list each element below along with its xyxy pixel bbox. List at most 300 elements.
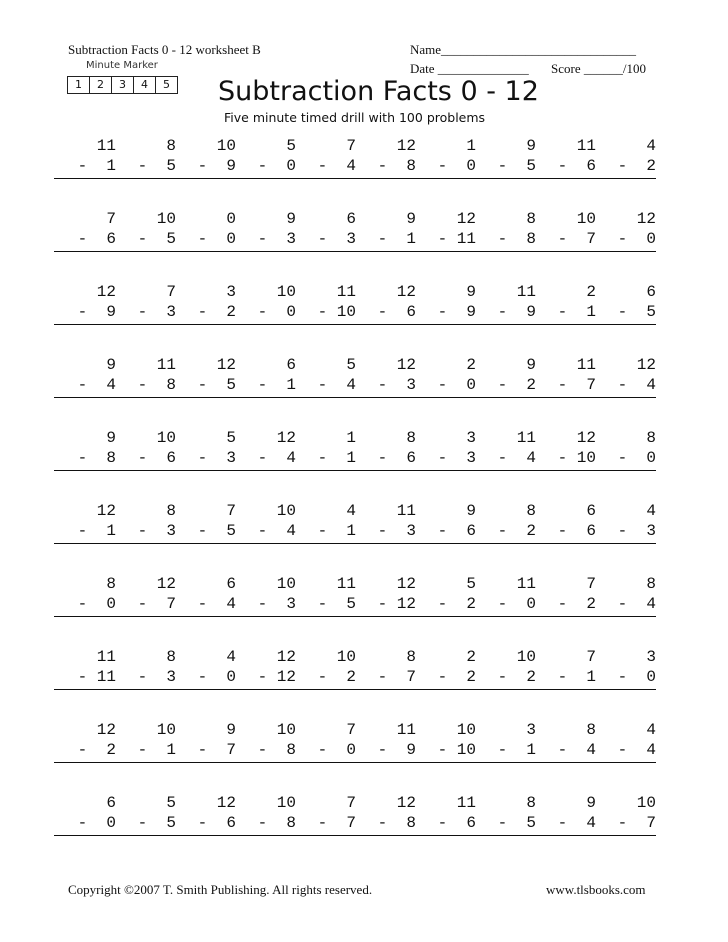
subtrahend: - 4 bbox=[534, 740, 596, 763]
minuend: 11 bbox=[336, 575, 356, 593]
minuend: 10 bbox=[276, 283, 296, 301]
minuend: 12 bbox=[216, 356, 236, 374]
subtrahend: - 8 bbox=[54, 448, 116, 471]
minuend: 7 bbox=[346, 137, 356, 155]
subtrahend: - 1 bbox=[534, 667, 596, 690]
subtrahend: - 1 bbox=[54, 156, 116, 179]
subtrahend: - 5 bbox=[474, 813, 536, 836]
subtraction-problem bbox=[174, 574, 236, 622]
subtraction-problem bbox=[54, 720, 116, 768]
minuend: 8 bbox=[526, 210, 536, 228]
subtraction-problem bbox=[354, 574, 416, 622]
minuend: 5 bbox=[286, 137, 296, 155]
minuend: 7 bbox=[106, 210, 116, 228]
subtrahend: - 4 bbox=[594, 594, 656, 617]
minuend: 8 bbox=[586, 721, 596, 739]
subtrahend: - 7 bbox=[174, 740, 236, 763]
subtraction-problem bbox=[534, 209, 596, 257]
subtraction-problem bbox=[294, 501, 356, 549]
minuend: 9 bbox=[286, 210, 296, 228]
subtrahend: - 0 bbox=[594, 667, 656, 690]
subtrahend: - 5 bbox=[294, 594, 356, 617]
subtrahend: - 4 bbox=[294, 156, 356, 179]
minuend: 12 bbox=[276, 429, 296, 447]
subtraction-problem bbox=[174, 355, 236, 403]
subtrahend: - 3 bbox=[414, 448, 476, 471]
subtrahend: - 4 bbox=[534, 813, 596, 836]
subtraction-problem bbox=[414, 574, 476, 622]
minuend: 7 bbox=[346, 794, 356, 812]
subtraction-problem bbox=[354, 355, 416, 403]
subtrahend: - 4 bbox=[234, 448, 296, 471]
subtrahend: - 3 bbox=[594, 521, 656, 544]
subtrahend: - 7 bbox=[114, 594, 176, 617]
minuend: 8 bbox=[106, 575, 116, 593]
subtraction-problem bbox=[354, 282, 416, 330]
subtraction-problem bbox=[414, 647, 476, 695]
minuend: 12 bbox=[636, 210, 656, 228]
subtrahend: - 5 bbox=[174, 375, 236, 398]
minuend: 11 bbox=[96, 137, 116, 155]
subtraction-problem bbox=[174, 793, 236, 841]
subtraction-problem bbox=[414, 501, 476, 549]
minuend: 6 bbox=[106, 794, 116, 812]
minuend: 5 bbox=[166, 794, 176, 812]
subtrahend: - 2 bbox=[534, 594, 596, 617]
minuend: 10 bbox=[276, 721, 296, 739]
minuend: 11 bbox=[516, 283, 536, 301]
subtraction-problem bbox=[354, 720, 416, 768]
minuend: 3 bbox=[526, 721, 536, 739]
subtrahend: - 9 bbox=[174, 156, 236, 179]
subtrahend: - 0 bbox=[234, 156, 296, 179]
subtrahend: - 8 bbox=[474, 229, 536, 252]
minuend: 10 bbox=[156, 210, 176, 228]
subtraction-problem bbox=[414, 428, 476, 476]
subtraction-problem bbox=[234, 647, 296, 695]
subtraction-problem bbox=[474, 647, 536, 695]
subtraction-problem bbox=[474, 793, 536, 841]
subtrahend: - 4 bbox=[474, 448, 536, 471]
minute-marker-cell[interactable]: 1 bbox=[68, 77, 90, 93]
minuend: 6 bbox=[226, 575, 236, 593]
subtraction-problem bbox=[594, 574, 656, 622]
subtrahend: - 4 bbox=[294, 375, 356, 398]
subtrahend: - 3 bbox=[114, 521, 176, 544]
subtrahend: - 3 bbox=[294, 229, 356, 252]
subtraction-problem bbox=[234, 501, 296, 549]
subtrahend: - 3 bbox=[234, 229, 296, 252]
minuend: 12 bbox=[396, 283, 416, 301]
subtraction-problem bbox=[174, 647, 236, 695]
subtrahend: - 10 bbox=[534, 448, 596, 471]
subtrahend: - 1 bbox=[234, 375, 296, 398]
subtrahend: - 9 bbox=[354, 740, 416, 763]
subtrahend: - 9 bbox=[54, 302, 116, 325]
subtrahend: - 9 bbox=[474, 302, 536, 325]
minuend: 4 bbox=[226, 648, 236, 666]
subtraction-problem bbox=[534, 428, 596, 476]
minuend: 8 bbox=[526, 794, 536, 812]
subtraction-problem bbox=[414, 720, 476, 768]
subtraction-problem bbox=[474, 282, 536, 330]
minuend: 10 bbox=[516, 648, 536, 666]
minuend: 8 bbox=[646, 429, 656, 447]
subtrahend: - 2 bbox=[174, 302, 236, 325]
minuend: 4 bbox=[346, 502, 356, 520]
subtraction-problem bbox=[474, 428, 536, 476]
subtrahend: - 3 bbox=[174, 448, 236, 471]
minuend: 6 bbox=[286, 356, 296, 374]
subtrahend: - 1 bbox=[294, 448, 356, 471]
subtrahend: - 0 bbox=[594, 448, 656, 471]
subtrahend: - 0 bbox=[474, 594, 536, 617]
subtrahend: - 0 bbox=[234, 302, 296, 325]
subtrahend: - 6 bbox=[414, 813, 476, 836]
subtrahend: - 0 bbox=[414, 375, 476, 398]
subtraction-problem bbox=[534, 720, 596, 768]
minuend: 2 bbox=[466, 356, 476, 374]
minuend: 10 bbox=[576, 210, 596, 228]
minuend: 1 bbox=[346, 429, 356, 447]
subtraction-problem bbox=[114, 428, 176, 476]
minuend: 12 bbox=[396, 356, 416, 374]
subtraction-problem bbox=[414, 136, 476, 184]
subtrahend: - 5 bbox=[174, 521, 236, 544]
subtrahend: - 5 bbox=[114, 156, 176, 179]
subtrahend: - 1 bbox=[474, 740, 536, 763]
subtrahend: - 7 bbox=[534, 229, 596, 252]
subtraction-problem bbox=[414, 209, 476, 257]
subtraction-problem bbox=[234, 574, 296, 622]
subtraction-problem bbox=[174, 209, 236, 257]
minuend: 10 bbox=[456, 721, 476, 739]
minuend: 8 bbox=[406, 648, 416, 666]
subtrahend: - 3 bbox=[234, 594, 296, 617]
subtraction-problem bbox=[234, 355, 296, 403]
subtrahend: - 7 bbox=[354, 667, 416, 690]
subtraction-problem bbox=[354, 793, 416, 841]
minute-marker-label: Minute Marker bbox=[86, 60, 158, 71]
subtraction-problem bbox=[114, 209, 176, 257]
subtraction-problem bbox=[114, 720, 176, 768]
subtrahend: - 0 bbox=[294, 740, 356, 763]
minuend: 11 bbox=[456, 794, 476, 812]
subtraction-problem bbox=[54, 574, 116, 622]
minuend: 12 bbox=[396, 137, 416, 155]
minuend: 4 bbox=[646, 721, 656, 739]
minuend: 11 bbox=[156, 356, 176, 374]
subtraction-problem bbox=[114, 574, 176, 622]
minuend: 11 bbox=[516, 575, 536, 593]
minuend: 5 bbox=[226, 429, 236, 447]
subtrahend: - 2 bbox=[294, 667, 356, 690]
minute-marker-cell[interactable]: 2 bbox=[90, 77, 112, 93]
subtraction-problem bbox=[594, 355, 656, 403]
subtrahend: - 11 bbox=[54, 667, 116, 690]
minuend: 10 bbox=[336, 648, 356, 666]
subtraction-problem bbox=[294, 720, 356, 768]
minuend: 12 bbox=[396, 575, 416, 593]
subtrahend: - 5 bbox=[114, 813, 176, 836]
subtraction-problem bbox=[114, 501, 176, 549]
subtraction-problem bbox=[294, 209, 356, 257]
minuend: 12 bbox=[96, 502, 116, 520]
subtraction-problem bbox=[294, 793, 356, 841]
subtrahend: - 6 bbox=[354, 302, 416, 325]
subtrahend: - 4 bbox=[174, 594, 236, 617]
subtrahend: - 11 bbox=[414, 229, 476, 252]
subtraction-problem bbox=[414, 282, 476, 330]
subtraction-problem bbox=[234, 720, 296, 768]
minuend: 7 bbox=[586, 648, 596, 666]
subtrahend: - 6 bbox=[414, 521, 476, 544]
subtraction-problem bbox=[354, 647, 416, 695]
subtraction-problem bbox=[234, 282, 296, 330]
subtraction-problem bbox=[174, 136, 236, 184]
subtraction-problem bbox=[54, 282, 116, 330]
minuend: 5 bbox=[466, 575, 476, 593]
minuend: 12 bbox=[576, 429, 596, 447]
minuend: 5 bbox=[346, 356, 356, 374]
minute-marker-cell[interactable]: 3 bbox=[112, 77, 134, 93]
subtraction-problem bbox=[54, 501, 116, 549]
subtraction-problem bbox=[534, 574, 596, 622]
subtraction-problem bbox=[534, 136, 596, 184]
minuend: 11 bbox=[396, 502, 416, 520]
subtraction-problem bbox=[594, 720, 656, 768]
subtraction-problem bbox=[354, 136, 416, 184]
minuend: 8 bbox=[166, 648, 176, 666]
minuend: 10 bbox=[636, 794, 656, 812]
minuend: 6 bbox=[646, 283, 656, 301]
minuend: 7 bbox=[166, 283, 176, 301]
minuend: 8 bbox=[166, 137, 176, 155]
minuend: 4 bbox=[646, 502, 656, 520]
subtrahend: - 2 bbox=[414, 667, 476, 690]
subtraction-problem bbox=[234, 428, 296, 476]
minuend: 12 bbox=[276, 648, 296, 666]
subtrahend: - 0 bbox=[54, 813, 116, 836]
page-title: Subtraction Facts 0 - 12 bbox=[218, 76, 539, 107]
subtraction-problem bbox=[294, 355, 356, 403]
minuend: 6 bbox=[346, 210, 356, 228]
subtraction-problem bbox=[594, 428, 656, 476]
subtrahend: - 7 bbox=[594, 813, 656, 836]
minuend: 10 bbox=[156, 721, 176, 739]
subtrahend: - 8 bbox=[234, 813, 296, 836]
minuend: 12 bbox=[456, 210, 476, 228]
minuend: 7 bbox=[226, 502, 236, 520]
minuend: 4 bbox=[646, 137, 656, 155]
subtrahend: - 10 bbox=[294, 302, 356, 325]
subtrahend: - 6 bbox=[174, 813, 236, 836]
subtraction-problem bbox=[174, 720, 236, 768]
subtraction-problem bbox=[414, 355, 476, 403]
subtrahend: - 2 bbox=[474, 521, 536, 544]
subtraction-problem bbox=[534, 355, 596, 403]
minuend: 12 bbox=[96, 721, 116, 739]
subtrahend: - 0 bbox=[54, 594, 116, 617]
minuend: 11 bbox=[336, 283, 356, 301]
score-field[interactable]: Score ______/100 bbox=[551, 61, 646, 76]
subtraction-problem bbox=[54, 136, 116, 184]
subtrahend: - 6 bbox=[114, 448, 176, 471]
minuend: 11 bbox=[516, 429, 536, 447]
minuend: 11 bbox=[576, 137, 596, 155]
subtraction-problem bbox=[474, 720, 536, 768]
minuend: 12 bbox=[396, 794, 416, 812]
subtraction-problem bbox=[114, 647, 176, 695]
subtraction-problem bbox=[594, 136, 656, 184]
minuend: 8 bbox=[406, 429, 416, 447]
minuend: 9 bbox=[466, 283, 476, 301]
subtraction-problem bbox=[174, 501, 236, 549]
minuend: 9 bbox=[526, 356, 536, 374]
subtraction-problem bbox=[54, 647, 116, 695]
subtraction-problem bbox=[54, 428, 116, 476]
minuend: 10 bbox=[216, 137, 236, 155]
minuend: 10 bbox=[276, 575, 296, 593]
subtraction-problem bbox=[474, 574, 536, 622]
subtrahend: - 2 bbox=[474, 667, 536, 690]
subtraction-problem bbox=[54, 209, 116, 257]
subtraction-problem bbox=[414, 793, 476, 841]
subtrahend: - 4 bbox=[54, 375, 116, 398]
subtraction-problem bbox=[294, 428, 356, 476]
subtrahend: - 5 bbox=[474, 156, 536, 179]
subtraction-problem bbox=[114, 355, 176, 403]
minuend: 3 bbox=[466, 429, 476, 447]
subtrahend: - 3 bbox=[114, 667, 176, 690]
subtraction-problem bbox=[474, 209, 536, 257]
subtrahend: - 1 bbox=[114, 740, 176, 763]
subtrahend: - 6 bbox=[534, 521, 596, 544]
minuend: 9 bbox=[526, 137, 536, 155]
minuend: 9 bbox=[466, 502, 476, 520]
subtrahend: - 10 bbox=[414, 740, 476, 763]
minuend: 10 bbox=[276, 794, 296, 812]
subtrahend: - 8 bbox=[234, 740, 296, 763]
minuend: 11 bbox=[576, 356, 596, 374]
subtraction-problem bbox=[234, 209, 296, 257]
subtrahend: - 4 bbox=[594, 375, 656, 398]
minuend: 9 bbox=[106, 356, 116, 374]
subtraction-problem bbox=[594, 647, 656, 695]
minuend: 11 bbox=[396, 721, 416, 739]
subtraction-problem bbox=[354, 209, 416, 257]
subtraction-problem bbox=[474, 136, 536, 184]
subtraction-problem bbox=[114, 282, 176, 330]
subtraction-problem bbox=[534, 647, 596, 695]
subtraction-problem bbox=[534, 793, 596, 841]
subtraction-problem bbox=[294, 136, 356, 184]
minuend: 3 bbox=[646, 648, 656, 666]
subtrahend: - 7 bbox=[294, 813, 356, 836]
subtraction-problem bbox=[174, 428, 236, 476]
minute-marker-box bbox=[67, 76, 178, 94]
subtraction-problem bbox=[534, 282, 596, 330]
minuend: 12 bbox=[96, 283, 116, 301]
minuend: 2 bbox=[466, 648, 476, 666]
subtrahend: - 12 bbox=[354, 594, 416, 617]
subtrahend: - 0 bbox=[414, 156, 476, 179]
subtrahend: - 1 bbox=[534, 302, 596, 325]
subtraction-problem bbox=[354, 428, 416, 476]
website-link[interactable]: www.tlsbooks.com bbox=[546, 882, 646, 897]
minuend: 9 bbox=[586, 794, 596, 812]
minuend: 9 bbox=[406, 210, 416, 228]
copyright-notice: Copyright ©2007 T. Smith Publishing. All rights reserved. bbox=[68, 882, 373, 897]
subtrahend: - 6 bbox=[354, 448, 416, 471]
date-field[interactable]: Date ______________ bbox=[410, 61, 529, 76]
subtrahend: - 4 bbox=[234, 521, 296, 544]
subtrahend: - 1 bbox=[354, 229, 416, 252]
subtrahend: - 0 bbox=[594, 229, 656, 252]
minuend: 3 bbox=[226, 283, 236, 301]
minuend: 12 bbox=[216, 794, 236, 812]
minuend: 2 bbox=[586, 283, 596, 301]
subtraction-problem bbox=[354, 501, 416, 549]
minuend: 7 bbox=[346, 721, 356, 739]
minuend: 12 bbox=[156, 575, 176, 593]
subtraction-problem bbox=[54, 793, 116, 841]
subtraction-problem bbox=[234, 136, 296, 184]
subtrahend: - 6 bbox=[534, 156, 596, 179]
subtraction-problem bbox=[294, 282, 356, 330]
subtraction-problem bbox=[594, 209, 656, 257]
subtraction-problem bbox=[54, 355, 116, 403]
subtrahend: - 8 bbox=[354, 156, 416, 179]
subtrahend: - 4 bbox=[594, 740, 656, 763]
subtrahend: - 5 bbox=[114, 229, 176, 252]
subtrahend: - 2 bbox=[594, 156, 656, 179]
subtraction-problem bbox=[474, 355, 536, 403]
subtraction-problem bbox=[294, 574, 356, 622]
page-subtitle: Five minute timed drill with 100 problems bbox=[224, 110, 486, 125]
subtraction-problem bbox=[294, 647, 356, 695]
subtraction-problem bbox=[594, 793, 656, 841]
subtrahend: - 0 bbox=[174, 667, 236, 690]
subtraction-problem bbox=[114, 793, 176, 841]
minute-marker-cell[interactable]: 4 bbox=[134, 77, 156, 93]
minuend: 10 bbox=[156, 429, 176, 447]
subtrahend: - 3 bbox=[354, 521, 416, 544]
subtraction-problem bbox=[534, 501, 596, 549]
minuend: 1 bbox=[466, 137, 476, 155]
minuend: 9 bbox=[226, 721, 236, 739]
subtrahend: - 12 bbox=[234, 667, 296, 690]
subtraction-problem bbox=[474, 501, 536, 549]
worksheet-title: Subtraction Facts 0 - 12 worksheet B bbox=[68, 42, 261, 57]
subtrahend: - 8 bbox=[354, 813, 416, 836]
minute-marker-cell[interactable]: 5 bbox=[163, 78, 170, 91]
subtrahend: - 8 bbox=[114, 375, 176, 398]
subtrahend: - 9 bbox=[414, 302, 476, 325]
subtrahend: - 7 bbox=[534, 375, 596, 398]
subtrahend: - 3 bbox=[114, 302, 176, 325]
subtrahend: - 2 bbox=[54, 740, 116, 763]
minuend: 11 bbox=[96, 648, 116, 666]
subtrahend: - 1 bbox=[294, 521, 356, 544]
subtrahend: - 0 bbox=[174, 229, 236, 252]
subtrahend: - 6 bbox=[54, 229, 116, 252]
minuend: 12 bbox=[636, 356, 656, 374]
subtrahend: - 2 bbox=[414, 594, 476, 617]
minuend: 6 bbox=[586, 502, 596, 520]
minuend: 8 bbox=[166, 502, 176, 520]
name-field[interactable]: Name______________________________ bbox=[410, 42, 637, 57]
